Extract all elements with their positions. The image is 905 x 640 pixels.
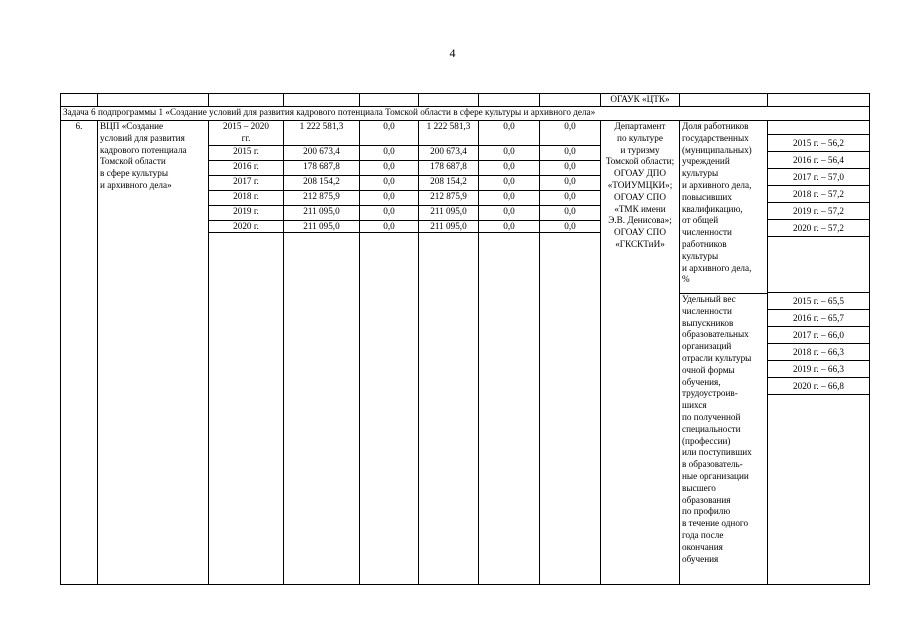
program-name: ВЦП «Создание условий для развития кадрового потенциала Томской области в сфере культуры и архивного дела» — [98, 121, 209, 585]
top-row-responsible: ОГАУК «ЦТК» — [601, 94, 680, 107]
other-cell: 0,0 — [540, 220, 601, 233]
indicator-value: 2016 г. – 56,4 — [768, 152, 869, 169]
regional-cell: 1 222 581,3 — [419, 121, 479, 146]
regional-cell: 211 095,0 — [419, 205, 479, 220]
indicator-1-name: Доля работников государственных (муниципальных) учреждений культуры и архивного дела, повысивших квалификацию, от общей численности работников культуры и архивного дела, % — [680, 121, 767, 294]
federal-cell: 0,0 — [360, 190, 419, 205]
total-cell: 200 673,4 — [284, 145, 360, 160]
other-cell: 0,0 — [540, 190, 601, 205]
indicator-2-values — [768, 293, 869, 576]
indicator-value: 2020 г. – 57,2 — [768, 220, 869, 237]
other-cell: 0,0 — [540, 145, 601, 160]
period-cell: 2020 г. — [209, 220, 284, 233]
task-row — [61, 107, 870, 121]
local-cell: 0,0 — [479, 175, 540, 190]
indicator-value: 2020 г. – 66,8 — [768, 378, 869, 395]
total-cell: 208 154,2 — [284, 175, 360, 190]
period-cell: 2018 г. — [209, 190, 284, 205]
federal-cell: 0,0 — [360, 121, 419, 146]
indicator-values — [768, 121, 870, 585]
regional-cell: 212 875,9 — [419, 190, 479, 205]
federal-cell: 0,0 — [360, 160, 419, 175]
program-table — [60, 93, 870, 585]
period-cell: 2019 г. — [209, 205, 284, 220]
indicator-names — [680, 121, 768, 585]
other-cell: 0,0 — [540, 160, 601, 175]
total-cell: 178 687,8 — [284, 160, 360, 175]
program-number: 6. — [61, 121, 98, 585]
program-responsible: Департамент по культуре и туризму Томской области; ОГОАУ ДПО «ТОИУМЦКИ»; ОГОАУ СПО «ТМК имени Э.В. Денисова»; ОГОАУ СПО «ГКСКТиИ» — [601, 121, 680, 585]
total-cell: 211 095,0 — [284, 205, 360, 220]
indicator-1-values — [768, 121, 869, 293]
top-row — [61, 94, 870, 107]
indicator-value: 2016 г. – 65,7 — [768, 310, 869, 327]
regional-cell: 178 687,8 — [419, 160, 479, 175]
indicator-value: 2019 г. – 66,3 — [768, 361, 869, 378]
indicator-value: 2015 г. – 56,2 — [768, 134, 869, 152]
other-cell: 0,0 — [540, 121, 601, 146]
regional-cell: 200 673,4 — [419, 145, 479, 160]
local-cell: 0,0 — [479, 121, 540, 146]
other-cell: 0,0 — [540, 205, 601, 220]
period-cell: 2016 г. — [209, 160, 284, 175]
total-cell: 212 875,9 — [284, 190, 360, 205]
federal-cell: 0,0 — [360, 205, 419, 220]
local-cell: 0,0 — [479, 145, 540, 160]
indicator-value: 2017 г. – 57,0 — [768, 169, 869, 186]
federal-cell: 0,0 — [360, 175, 419, 190]
regional-cell: 211 095,0 — [419, 220, 479, 233]
regional-cell: 208 154,2 — [419, 175, 479, 190]
indicator-value: 2015 г. – 65,5 — [768, 293, 869, 310]
indicator-value: 2018 г. – 57,2 — [768, 186, 869, 203]
local-cell: 0,0 — [479, 190, 540, 205]
indicator-value: 2018 г. – 66,3 — [768, 344, 869, 361]
indicator-2-name: Удельный вес численности выпускников образовательных организаций отрасли культуры очной формы обучения, трудоустроив- шихся по полученной специальности (профессии) или поступивших в образователь- ные организации высшего образования по профилю в течение одного года после окончания обучения — [682, 294, 752, 564]
local-cell: 0,0 — [479, 220, 540, 233]
page-number: 4 — [449, 46, 456, 60]
period-cell: 2017 г. — [209, 175, 284, 190]
federal-cell: 0,0 — [360, 220, 419, 233]
total-cell: 211 095,0 — [284, 220, 360, 233]
indicator-value: 2019 г. – 57,2 — [768, 203, 869, 220]
period-cell: 2015 г. — [209, 145, 284, 160]
period-cell: 2015 – 2020 гг. — [209, 121, 284, 146]
local-cell: 0,0 — [479, 205, 540, 220]
federal-cell: 0,0 — [360, 145, 419, 160]
local-cell: 0,0 — [479, 160, 540, 175]
total-cell: 1 222 581,3 — [284, 121, 360, 146]
indicator-value: 2017 г. – 66,0 — [768, 327, 869, 344]
other-cell: 0,0 — [540, 175, 601, 190]
task-title: Задача 6 подпрограммы 1 «Создание условий для развития кадрового потенциала Томской области в сфере культуры и архивного дела» — [61, 107, 870, 121]
table-row — [61, 121, 870, 146]
